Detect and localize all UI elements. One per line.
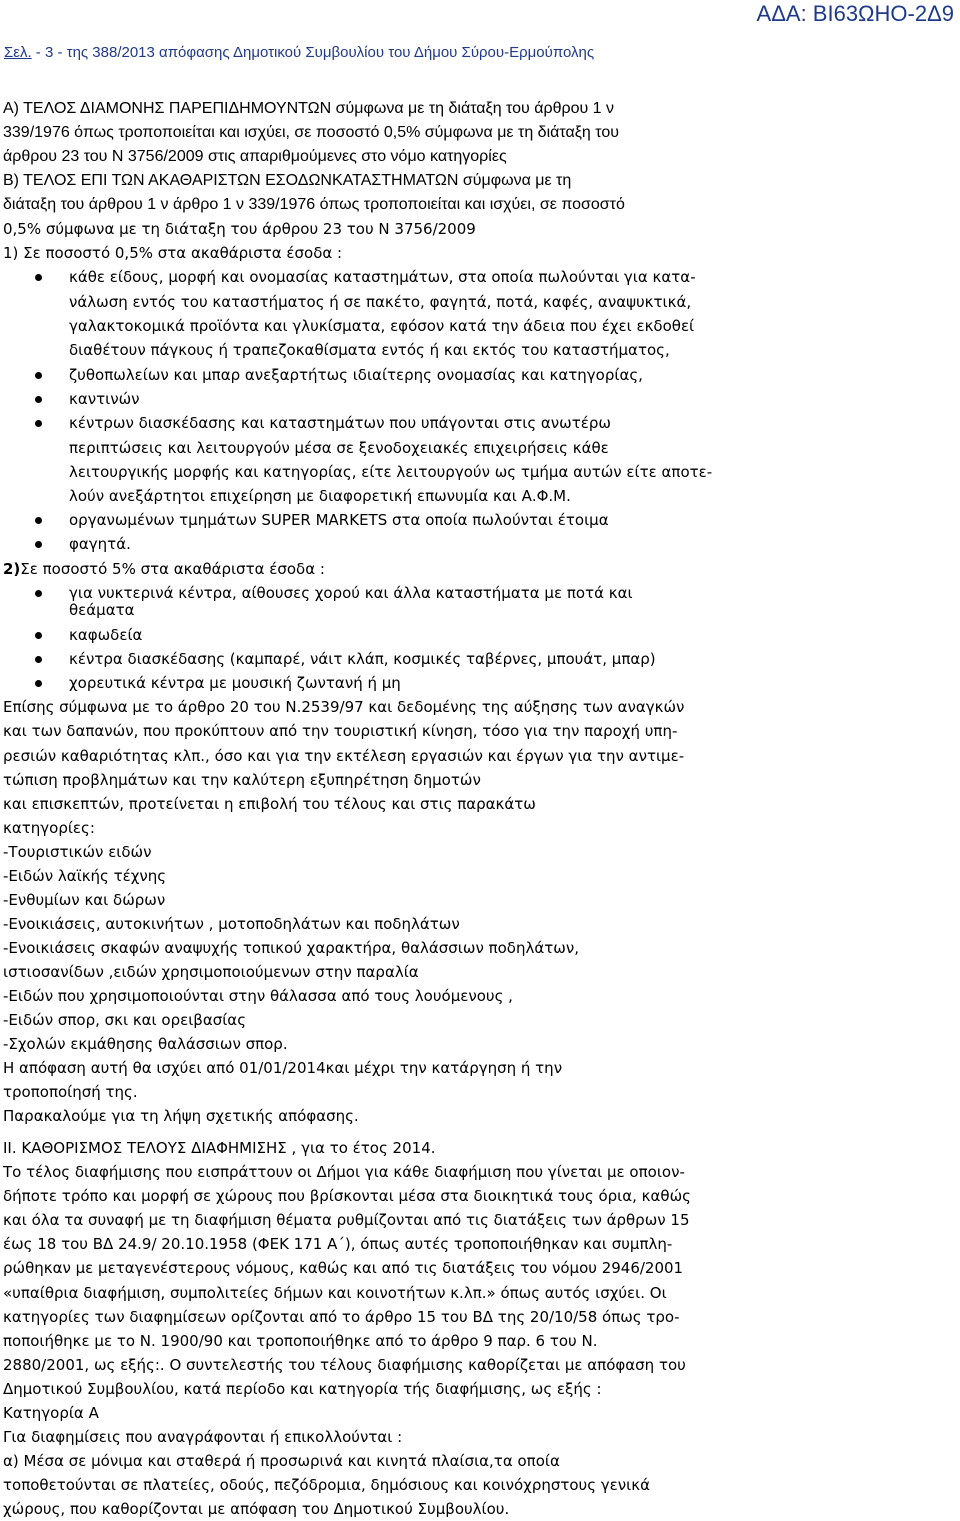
line-text (0, 1498, 509, 1521)
text-line (0, 193, 625, 216)
line-content: Β) ΤΕΛΟΣ ΕΠΙ ΤΩΝ ΑΚΑΘΑΡΙΣΤΩΝ ΕΣΟΔΩΝΚΑΤΑΣΤΗΜΑΤΩΝ σύμφωνα με τη (3, 172, 572, 189)
line-text (0, 242, 342, 265)
line-content: Σε ποσοστό 5% στα ακαθάριστα έσοδα : (20, 560, 325, 578)
text-line (0, 937, 579, 960)
line-text (0, 218, 476, 241)
bullet-icon (35, 632, 42, 639)
text-line (0, 1057, 562, 1080)
line-text (0, 1009, 246, 1032)
text-line (0, 558, 325, 581)
line-text (0, 121, 619, 144)
line-text (0, 1081, 138, 1104)
line-text (69, 509, 609, 532)
text-line (0, 769, 481, 792)
bullet-icon (35, 372, 42, 379)
text-line (0, 1402, 99, 1425)
line-content: -Ενοικιάσεις, αυτοκινήτων , μοτοποδηλάτων και ποδηλάτων (3, 915, 460, 933)
text-line (0, 1330, 597, 1353)
bullet-icon (35, 420, 42, 427)
line-content: τοποθετούνται σε πλατείες, οδούς, πεζόδρομια, δημόσιους και κοινόχρηστους γενικά (3, 1476, 650, 1494)
line-content: ιστιοσανίδων ,ειδών χρησιμοποιούμενων στην παραλία (3, 963, 419, 981)
line-content: καφωδεία (69, 626, 143, 644)
text-line (0, 1081, 138, 1104)
bullet-icon (35, 680, 42, 687)
line-text (0, 1282, 667, 1305)
line-content: δήποτε τρόπο και μορφή σε χώρους που βρίσκονται μέσα στα διοικητικά τους όρια, καθώς (3, 1187, 691, 1205)
text-line (0, 1282, 667, 1305)
page-reference-prefix: Σελ. (4, 44, 32, 61)
text-line (0, 1161, 685, 1184)
text-line (0, 961, 419, 984)
line-text (69, 364, 643, 387)
line-content: νάλωση εντός του καταστήματος ή σε πακέτο, φαγητά, ποτά, καφές, αναψυκτικά, (69, 293, 692, 311)
line-text (0, 1105, 359, 1128)
line-content: άρθρου 23 του Ν 3756/2009 στις απαριθμούμενες στο νόμο κατηγορίες (3, 148, 507, 165)
line-content: κέντρων διασκέδασης και καταστημάτων που υπάγονται στις ανωτέρω (69, 414, 611, 432)
line-text (69, 624, 142, 647)
line-text (69, 485, 571, 508)
text-line (0, 1033, 288, 1056)
line-text (0, 696, 684, 719)
line-content: και επισκεπτών, προτείνεται η επιβολή του τέλους και στις παρακάτω (3, 795, 536, 813)
line-content: χώρους, που καθορίζονται με απόφαση του Δημοτικού Συμβουλίου. (3, 1500, 510, 1518)
line-text (69, 291, 691, 314)
text-line (0, 745, 684, 768)
line-text (69, 315, 694, 338)
line-content: θεάματα (69, 601, 135, 619)
line-text (69, 533, 131, 556)
line-text (0, 1450, 560, 1473)
bullet-icon (35, 656, 42, 663)
text-line (0, 841, 152, 864)
line-text (69, 461, 712, 484)
line-content: ζυθοπωλείων και μπαρ ανεξαρτήτως ιδιαίτερης ονομασίας και κατηγορίας, (69, 366, 643, 384)
line-text (0, 1354, 686, 1377)
line-content: -Ειδών σπορ, σκι και ορειβασίας (3, 1011, 247, 1029)
text-line (0, 1450, 560, 1473)
line-text (0, 1137, 436, 1160)
text-line (0, 169, 571, 192)
text-line (0, 1354, 686, 1377)
line-content: έως 18 του ΒΔ 24.9/ 20.10.1958 (ΦΕΚ 171 Α΄), όπως αυτές τροποποιήθηκαν και συμπλη- (3, 1235, 673, 1253)
line-text (69, 388, 140, 411)
line-text (0, 1378, 602, 1401)
line-content: ρεσιών καθαριότητας κλπ., όσο και για την εκτέλεση εργασιών και έργων για την αντιμε- (3, 747, 685, 765)
text-line (0, 121, 619, 144)
line-text (0, 769, 481, 792)
line-content: 1) Σε ποσοστό 0,5% στα ακαθάριστα έσοδα : (3, 244, 343, 262)
line-text (0, 1402, 99, 1425)
line-content: λειτουργικής μορφής και κατηγορίας, είτε λειτουργούν ως τμήμα αυτών είτε αποτε- (69, 463, 713, 481)
line-text (0, 193, 625, 216)
line-text (0, 1209, 690, 1232)
line-text (69, 437, 609, 460)
line-text (0, 97, 614, 120)
line-content: 339/1976 όπως τροποποιείται και ισχύει, σε ποσοστό 0,5% σύμφωνα με τη διάταξη του (3, 124, 619, 141)
text-line (0, 1474, 650, 1497)
line-content: Επίσης σύμφωνα με το άρθρο 20 του Ν.2539/97 και δεδομένης της αύξησης των αναγκών (3, 698, 685, 716)
line-content: διαθέτουν πάγκους ή τραπεζοκαθίσματα εντός ή και εκτός του καταστήματος, (69, 341, 670, 359)
line-content: ποποιήθηκε με το Ν. 1900/90 και τροποποιήθηκε από το άρθρο 9 παρ. 6 του Ν. (3, 1332, 598, 1350)
line-content: α) Μέσα σε μόνιμα και σταθερά ή προσωρινά και κινητά πλαίσια,τα οποία (3, 1452, 560, 1470)
line-text (0, 793, 536, 816)
line-content: Το τέλος διαφήμισης που εισπράττουν οι Δήμοι για κάθε διαφήμιση που γίνεται με οποιον- (3, 1163, 685, 1181)
line-content: κατηγορίες των διαφημίσεων ορίζονται από το άρθρο 15 του ΒΔ της 20/10/58 όπως τρο- (3, 1308, 680, 1326)
ada-code: ΑΔΑ: ΒΙ63ΩΗΟ-2Δ9 (756, 1, 954, 26)
page-reference-text: - 3 - της 388/2013 απόφασης Δημοτικού Συμβουλίου του Δήμου Σύρου-Ερμούπολης (31, 44, 595, 61)
line-text (69, 582, 633, 605)
line-text (0, 1057, 562, 1080)
line-content: οργανωμένων τμημάτων SUPER MARKETS στα οποία πωλούνται έτοιμα (69, 511, 609, 529)
text-line (0, 1378, 602, 1401)
line-content: λούν ανεξάρτητοι επιχείρηση με διαφορετική επωνυμία και Α.Φ.Μ. (69, 487, 571, 505)
line-text (0, 1257, 683, 1280)
line-text (0, 1306, 680, 1329)
line-content: για νυκτερινά κέντρα, αίθουσες χορού και άλλα καταστήματα με ποτά και (69, 584, 633, 602)
line-content: γαλακτοκομικά προϊόντα και γλυκίσματα, εφόσον κατά την άδεια που έχει εκδοθεί (69, 317, 695, 335)
line-text (0, 720, 677, 743)
text-line (0, 720, 677, 743)
text-line (0, 1209, 690, 1232)
text-line (0, 1185, 691, 1208)
text-line (0, 817, 95, 840)
line-content: -Ενθυμίων και δώρων (3, 891, 166, 909)
text-line (0, 1498, 509, 1521)
line-text (0, 1161, 685, 1184)
line-content: -Ειδών λαϊκής τέχνης (3, 867, 167, 885)
line-text (0, 865, 166, 888)
line-text (0, 961, 419, 984)
line-text (0, 1474, 650, 1497)
line-content: Α) ΤΕΛΟΣ ΔΙΑΜΟΝΗΣ ΠΑΡΕΠΙΔΗΜΟΥΝΤΩΝ σύμφωνα με τη διάταξη του άρθρου 1 ν (3, 100, 615, 117)
line-content: τώπιση προβλημάτων και την καλύτερη εξυπηρέτηση δημοτών (3, 771, 481, 789)
text-line (0, 145, 507, 168)
page-reference (4, 44, 594, 62)
line-text (0, 1426, 402, 1449)
line-content: περιπτώσεις και λειτουργούν μέσα σε ξενοδοχειακές επιχειρήσεις κάθε (69, 439, 609, 457)
line-content: κέντρα διασκέδασης (καμπαρέ, νάιτ κλάπ, κοσμικές ταβέρνες, μπουάτ, μπαρ) (69, 650, 656, 668)
line-text (0, 1185, 691, 1208)
line-content: -Σχολών εκμάθησης θαλάσσιων σπορ. (3, 1035, 288, 1053)
line-text (0, 889, 165, 912)
line-content: Παρακαλούμε για τη λήψη σχετικής απόφασης. (3, 1107, 359, 1125)
line-text (69, 266, 696, 289)
line-content: και όλα τα συναφή με τη διαφήμιση θέματα ρυθμίζονται από τις διατάξεις των άρθρων 15 (3, 1211, 690, 1229)
line-content: διάταξη του άρθρου 1 ν άρθρο 1 ν 339/1976 όπως τροποποιείται και ισχύει, σε ποσοστό (3, 196, 625, 213)
line-text (0, 937, 579, 960)
text-line (0, 1426, 402, 1449)
line-content: καντινών (69, 390, 140, 408)
line-text (69, 599, 135, 622)
line-content: Η απόφαση αυτή θα ισχύει από 01/01/2014και μέχρι την κατάργηση ή την (3, 1059, 563, 1077)
line-text (0, 169, 571, 192)
line-text (0, 145, 507, 168)
line-content: χορευτικά κέντρα με μουσική ζωντανή ή μη (69, 674, 401, 692)
text-line (0, 889, 165, 912)
line-text (0, 1033, 288, 1056)
page-header (0, 0, 960, 60)
text-line (0, 865, 166, 888)
line-content: Δημοτικού Συμβουλίου, κατά περίοδο και κατηγορία τής διαφήμισης, ως εξής : (3, 1380, 602, 1398)
line-content: Κατηγορία Α (3, 1404, 99, 1422)
line-text (0, 1330, 597, 1353)
bullet-icon (35, 274, 42, 281)
line-content: ρώθηκαν με μεταγενέστερους νόμους, καθώς και από τις διατάξεις του νόμου 2946/2001 (3, 1259, 684, 1277)
line-text (0, 745, 684, 768)
bullet-icon (35, 517, 42, 524)
text-line (0, 793, 536, 816)
line-text (0, 841, 152, 864)
line-text (0, 558, 325, 581)
line-content: ΙΙ. ΚΑΘΟΡΙΣΜΟΣ ΤΕΛΟΥΣ ΔΙΑΦΗΜΙΣΗΣ , για το έτος 2014. (3, 1139, 436, 1157)
line-text (0, 1233, 672, 1256)
line-text (0, 985, 513, 1008)
line-content: -Ενοικιάσεις σκαφών αναψυχής τοπικού χαρακτήρα, θαλάσσιων ποδηλάτων, (3, 939, 579, 957)
line-text (69, 672, 401, 695)
line-content: 0,5% σύμφωνα με τη διάταξη του άρθρου 23 του Ν 3756/2009 (3, 220, 476, 238)
text-line (0, 218, 476, 241)
text-line (0, 1009, 246, 1032)
line-text (69, 412, 611, 435)
text-line (0, 913, 460, 936)
line-text (0, 913, 460, 936)
text-line (0, 97, 614, 120)
line-content: και των δαπανών, που προκύπτουν από την τουριστική κίνηση, τόσο για την παροχή υπη- (3, 722, 678, 740)
text-line (0, 1233, 672, 1256)
line-content: φαγητά. (69, 535, 131, 553)
bold-prefix: 2) (3, 560, 21, 578)
line-content: κατηγορίες: (3, 819, 95, 837)
line-content: 2880/2001, ως εξής:. Ο συντελεστής του τέλους διαφήμισης καθορίζεται με απόφαση του (3, 1356, 686, 1374)
bullet-icon (35, 590, 42, 597)
bullet-icon (35, 541, 42, 548)
line-content: τροποποίησή της. (3, 1083, 138, 1101)
line-content: -Ειδών που χρησιμοποιούνται στην θάλασσα από τους λουόμενους , (3, 987, 513, 1005)
line-text (69, 339, 670, 362)
text-line (0, 242, 342, 265)
text-line (0, 1137, 436, 1160)
text-line (0, 1306, 680, 1329)
text-line (0, 985, 513, 1008)
text-line (0, 1257, 683, 1280)
line-content: κάθε είδους, μορφή και ονομασίας καταστημάτων, στα οποία πωλούνται για κατα- (69, 268, 696, 286)
line-content: -Τουριστικών ειδών (3, 843, 152, 861)
line-content: Για διαφημίσεις που αναγράφονται ή επικολλούνται : (3, 1428, 403, 1446)
line-text (69, 648, 656, 671)
bullet-icon (35, 396, 42, 403)
text-line (0, 1105, 359, 1128)
text-line (0, 696, 684, 719)
line-content: «υπαίθρια διαφήμιση, συμπολιτείες δήμων και κοινοτήτων κ.λπ.» όπως αυτός ισχύει. Οι (3, 1284, 667, 1302)
line-text (0, 817, 95, 840)
